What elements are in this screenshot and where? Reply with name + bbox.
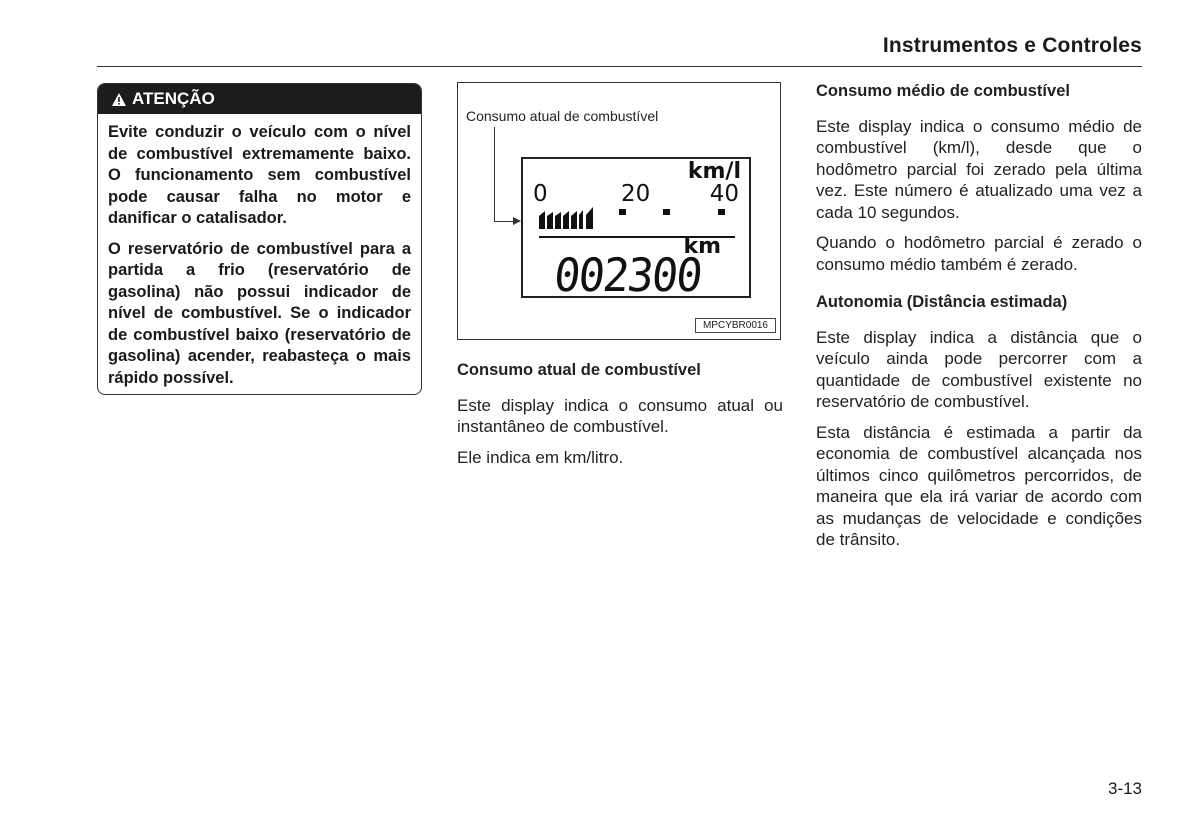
- page-header-title: Instrumentos e Controles: [882, 34, 1142, 57]
- callout-line: [494, 221, 514, 222]
- fuel-bar-segment: [539, 211, 545, 229]
- fuel-bar-segment: [547, 212, 553, 229]
- warning-box: [97, 83, 422, 395]
- right-column: [816, 81, 1142, 551]
- fuel-bar-segment: [579, 210, 583, 229]
- section-paragraph: Este display indica o consumo atual ou instantâneo de combustível.: [457, 395, 783, 436]
- fuel-bar-segment: [571, 211, 577, 229]
- lcd-scale-0: 0: [533, 181, 548, 207]
- page-number: 3-13: [1107, 779, 1142, 798]
- lcd-scale-40: 40: [709, 181, 739, 207]
- section-paragraph: Este display indica a distância que o veículo ainda pode percorrer com a quantidade de combustível existente no reservatório de combustível.: [816, 327, 1142, 411]
- warning-paragraph: Evite conduzir o veículo com o nível de combustível extremamente baixo. O funcionamento sem combustível pode causar falha no motor e danificar o catalisador.: [108, 123, 411, 227]
- callout-line: [494, 127, 495, 221]
- figure-label: Consumo atual de combustível: [466, 108, 659, 124]
- warning-header: [98, 84, 421, 114]
- section-paragraph: Quando o hodômetro parcial é zerado o consumo médio também é zerado.: [816, 233, 1142, 274]
- callout-arrowhead: [513, 217, 521, 225]
- section-heading: Consumo médio de combustível: [816, 82, 1070, 100]
- lcd-scale-20: 20: [621, 181, 651, 207]
- lcd-display: [521, 157, 751, 302]
- section-paragraph: Ele indica em km/litro.: [457, 447, 624, 467]
- warning-title: ATENÇÃO: [132, 89, 215, 108]
- lcd-unit-km: km: [683, 234, 721, 259]
- lcd-unit-kml: km/l: [687, 159, 741, 184]
- header-divider: [97, 66, 1142, 67]
- section-paragraph: Esta distância é estimada a partir da economia de combustível alcançada nos últimos cinco quilômetros percorridos, de maneira que ela irá variar de acordo com as mudanças de velocidade e condições de trânsito.: [816, 422, 1142, 549]
- section-heading: Consumo atual de combustível: [457, 361, 701, 379]
- current-consumption-section: [457, 360, 783, 468]
- fuel-bar-segment: [586, 207, 593, 229]
- scale-dot: [663, 209, 670, 215]
- fuel-bar-segment: [563, 211, 569, 229]
- scale-dot: [619, 209, 626, 215]
- figure-box: [457, 82, 781, 340]
- section-paragraph: Este display indica o consumo médio de combustível (km/l), desde que o hodômetro parcial foi zerado pela última vez. Este número é atualizado uma vez a cada 10 segundos.: [816, 116, 1142, 222]
- warning-paragraph: O reservatório de combustível para a partida a frio (reservatório de gasolina) não possui indicador de nível de combustível. Se o indicador de combustível baixo (reservatório de gasolina) acender, reabasteça o mais rápido possível.: [108, 239, 411, 387]
- scale-dot: [718, 209, 725, 215]
- warning-body: [98, 114, 421, 389]
- section-heading: Autonomia (Distância estimada): [816, 293, 1068, 311]
- fuel-bar-segment: [555, 212, 561, 229]
- lcd-odometer: 002300: [551, 248, 704, 302]
- figure-code: MPCYBR0016: [695, 318, 776, 333]
- warning-triangle-icon: [112, 93, 126, 106]
